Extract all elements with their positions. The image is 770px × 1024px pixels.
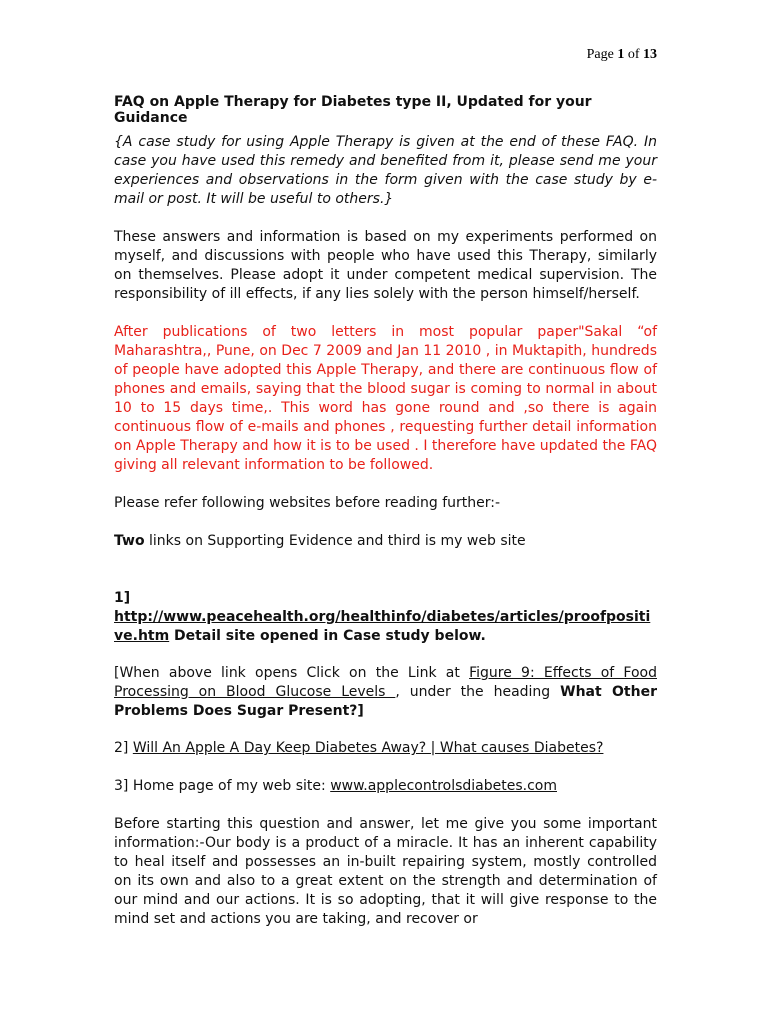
document-title: FAQ on Apple Therapy for Diabetes type II, Updated for your Guidance [114,94,592,126]
link-1-block [114,589,657,646]
link-2-line [114,739,603,758]
link-1-note: Detail site opened in Case study below. [169,628,486,644]
body-paragraph: Before starting this question and answer, let me give you some important information:-Our body is a product of a miracle. It has an inherent capability to heal itself and possesses an in-built repairing system, mostly controlled on its own and also to a great extent on the strength and determination of our mind and our actions. It is so adopting, that it will give response to the mind set and actions you are taking, and recover or [114,816,657,927]
link-2-number: 2] [114,740,133,756]
link-1-number: 1] [114,590,131,606]
page-current: 1 [617,47,625,62]
apple-a-day-link[interactable]: Will An Apple A Day Keep Diabetes Away? | What causes Diabetes? [132,740,604,756]
page-number [587,47,657,63]
when-middle: , under the heading [395,684,561,700]
page-total: 13 [643,47,657,62]
publication-paragraph: After publications of two letters in most popular paper"Sakal “of Maharashtra,, Pune, on Dec 7 2009 and Jan 11 2010 , in Muktapith, hundreds of people have adopted this Apple Therapy, and there are continuous flow of phones and emails, saying that the blood sugar is coming to normal in about 10 to 15 days time,. This word has gone round and ,so there is again continuous flow of e-mails and phones , requesting further detail information on Apple Therapy and how it is to be used . I therefore have updated the FAQ giving all relevant information to be followed. [114,324,657,473]
link-3-line [114,777,557,796]
website-link[interactable]: www.applecontrolsdiabetes.com [330,778,557,794]
peacehealth-link[interactable]: http://www.peacehealth.org/healthinfo/diabetes/articles/proofpositive.htm [114,609,651,644]
links-intro-text: links on Supporting Evidence and third is my web site [144,533,526,549]
links-intro [114,532,526,551]
refer-line: Please refer following websites before reading further:- [114,495,501,511]
link-3-prefix: 3] Home page of my web site: [114,778,331,794]
page-of: of [627,47,640,62]
figure-9-link[interactable]: Figure 9: Effects of Food Processing on Blood Glucose Levels [114,665,657,700]
page-label: Page [586,47,614,62]
links-intro-bold: Two [114,533,145,549]
when-heading: What Other Problems Does Sugar Present?] [114,684,657,719]
disclaimer-paragraph: These answers and information is based on my experiments performed on myself, and discussions with people who have used this Therapy, similarly on themselves. Please adopt it under competent medical supervision. The responsibility of ill effects, if any lies solely with the person himself/herself. [114,229,657,302]
when-prefix: [When above link opens Click on the Link at [114,665,470,681]
instructions-paragraph [114,664,657,721]
intro-paragraph: {A case study for using Apple Therapy is given at the end of these FAQ. In case you have used this remedy and benefited from it, please send me your experiences and observations in the form given with the case study by e-mail or post. It will be useful to others.} [114,134,657,207]
